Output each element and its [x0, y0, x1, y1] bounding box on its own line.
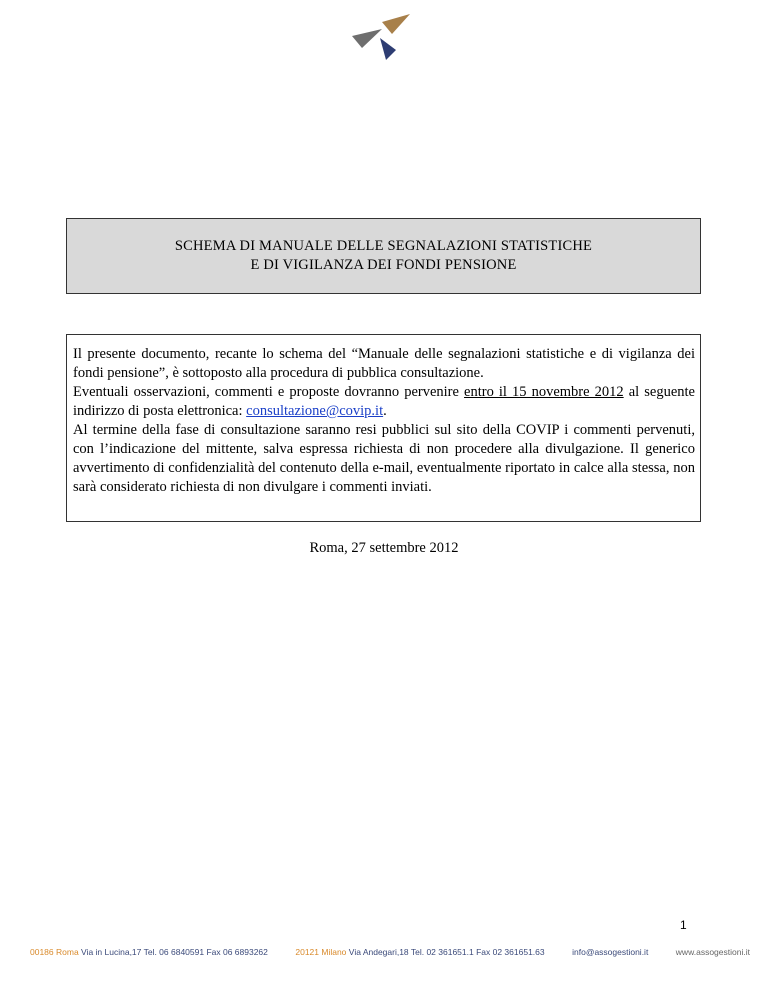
- assogestioni-logo-icon: [352, 14, 412, 62]
- footer-milano: [295, 947, 544, 957]
- footer-email[interactable]: info@assogestioni.it: [572, 947, 649, 957]
- info-paragraph-1: Il presente documento, recante lo schema del “Manuale delle segnalazioni statistiche e di vigilanza dei fondi pensione”, è sottoposto alla procedura di pubblica consultazione.: [73, 346, 695, 381]
- logo-bronze-triangle: [382, 14, 410, 34]
- consultation-email-link[interactable]: consultazione@covip.it: [246, 403, 384, 419]
- info-p2-end: .: [383, 403, 387, 419]
- document-date: Roma, 27 settembre 2012: [309, 540, 459, 556]
- footer-roma-address: Via in Lucina,17 Tel. 06 6840591 Fax 06 6893262: [81, 947, 268, 957]
- logo-gray-triangle: [352, 29, 382, 48]
- info-paragraph-3: Al termine della fase di consultazione saranno resi pubblici sul sito della COVIP i commenti pervenuti, con l’indicazione del mittente, salva espressa richiesta di non procedere alla divulgazione. Il generico avvertimento di confidenzialità del contenuto della e-mail, eventualmente riportato in calce alla stessa, non sarà considerato richiesta di non divulgare i commenti inviati.: [73, 422, 695, 495]
- footer-roma: [30, 947, 268, 957]
- deadline-text: entro il 15 novembre 2012: [464, 384, 624, 400]
- info-paragraph-2: [73, 383, 695, 421]
- logo-navy-triangle: [380, 38, 396, 60]
- document-title-box: [66, 218, 701, 294]
- footer-roma-city: 00186 Roma: [30, 947, 79, 957]
- footer-milano-address: Via Andegari,18 Tel. 02 361651.1 Fax 02 361651.63: [348, 947, 545, 957]
- title-line-2: E DI VIGILANZA DEI FONDI PENSIONE: [250, 257, 517, 273]
- footer-milano-city: 20121 Milano: [295, 947, 347, 957]
- page-number: 1: [680, 918, 687, 932]
- title-line-1: SCHEMA DI MANUALE DELLE SEGNALAZIONI STATISTICHE: [174, 238, 593, 254]
- footer-website[interactable]: www.assogestioni.it: [675, 947, 750, 957]
- info-p2-middle: al seguente indirizzo di posta elettronica:: [73, 384, 695, 419]
- info-p2-before: Eventuali osservazioni, commenti e proposte dovranno pervenire: [73, 384, 465, 400]
- footer: [30, 944, 750, 960]
- consultation-info-box: [66, 334, 701, 522]
